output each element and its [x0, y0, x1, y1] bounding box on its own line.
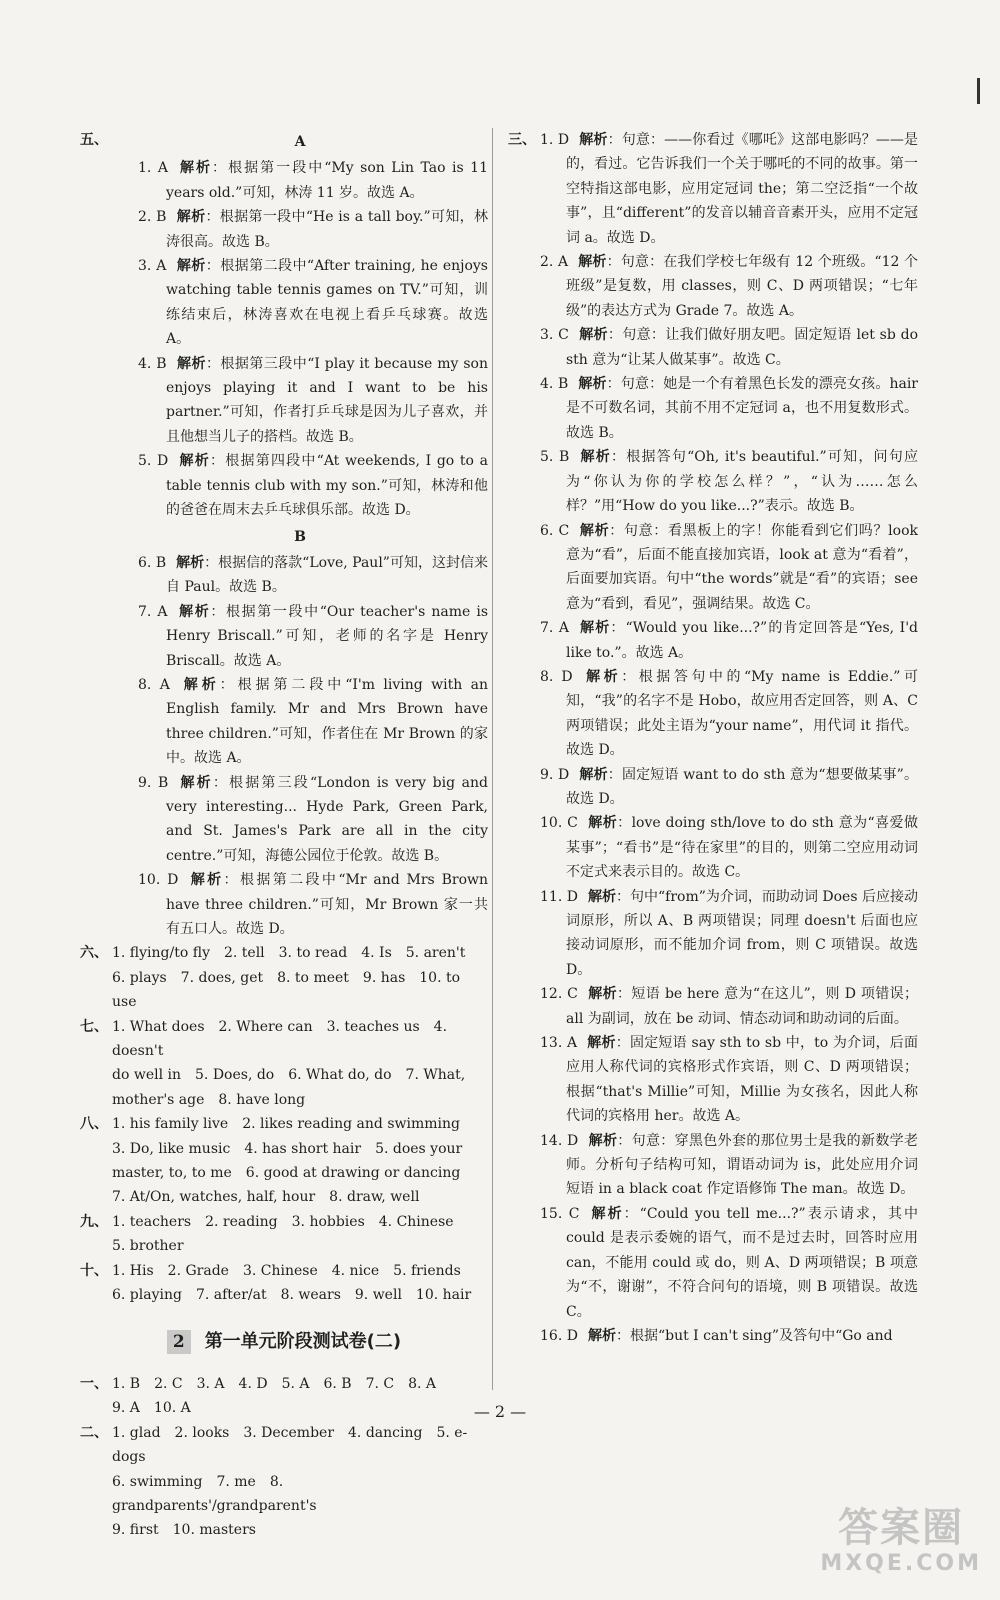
answer-section [80, 941, 488, 1014]
analysis-tag: 解析 [578, 376, 607, 393]
edge-mark [977, 78, 980, 104]
answer-item [112, 551, 488, 600]
answer-row: 1. flying/to fly 2. tell 3. to read 4. Is 5. aren't [112, 945, 466, 962]
analysis-text: ：短语 be here 意为“在这儿”，则 D 项错误；all 为副词，放在 be 动词、情态动词和助动词的后面。 [566, 986, 918, 1027]
analysis-tag: 解析 [579, 132, 608, 148]
answer-item [540, 885, 918, 983]
analysis-text: ：句意：她是一个有着黑色长发的漂亮女孩。hair 是不可数名词，其前不用不定冠词 a，也不用复数形式。故选 B。 [566, 376, 918, 441]
answer-number: 1. D [540, 132, 570, 148]
analysis-tag: 解析 [587, 1327, 616, 1344]
section-3-items [540, 128, 918, 1348]
analysis-tag: 解析 [578, 254, 607, 271]
section-label: 九、 [80, 1213, 108, 1230]
analysis-tag: 解析 [177, 160, 213, 177]
answer-item [112, 205, 488, 254]
answer-row: 6. plays 7. does, get 8. to meet 9. has 10. to use [112, 969, 461, 1011]
analysis-text: ：love doing sth/love to do sth 意为“喜爱做某事”；“看书”是“待在家里”的目的，则第二空应用动词不定式来表示目的。故选 C。 [566, 815, 918, 881]
answer-item [112, 673, 488, 771]
analysis-text: ：根据第四段中“At weekends, I go to a table tennis club with my son.”可知，林涛和他的爸爸在周末去乒乓球俱乐部。故选 D。 [166, 453, 489, 519]
answer-item [540, 982, 918, 1031]
answer-item [540, 665, 918, 763]
answer-row: 1. his family live 2. likes reading and swimming [112, 1116, 460, 1133]
answer-item [112, 600, 488, 673]
answer-number: 3. A [138, 258, 167, 275]
subsection-b-heading: B [294, 528, 306, 545]
analysis-text: ：根据答句“Oh, it's beautiful.”可知，问句应为“你认为你的学校怎么样？”，“认为……怎么样？”用“How do you like...?”表示。故选 B。 [566, 449, 919, 515]
analysis-tag: 解析 [588, 1132, 618, 1149]
subsection-a-heading: A [294, 134, 306, 150]
answer-item [540, 1129, 918, 1202]
analysis-tag: 解析 [587, 815, 618, 832]
answer-item [540, 519, 918, 617]
section-5 [80, 128, 488, 941]
answer-number: 11. D [540, 888, 578, 905]
unit-number: 2 [167, 1330, 191, 1354]
analysis-text: ：根据第二段中“I'm living with an English family. Mr and Mrs Brown have three children.”可知，作者住在 Mr Brown 的家中。故选 A。 [166, 676, 488, 767]
section-label: 六、 [80, 945, 108, 962]
analysis-text: ：根据第一段中“He is a tall boy.”可知，林涛很高。故选 B。 [166, 209, 488, 250]
answer-item [540, 323, 918, 372]
analysis-tag: 解析 [177, 603, 211, 620]
answer-number: 13. A [540, 1035, 578, 1052]
answer-number: 16. D [540, 1327, 578, 1344]
answer-number: 10. D [138, 872, 179, 889]
answer-section [80, 1210, 488, 1259]
analysis-text: ：根据第三段中“I play it because my son enjoys playing it and I want to be his partner.”可知，作者打乒乓球是因为儿子喜欢，并且他想当儿子的搭档。故选 B。 [166, 355, 488, 445]
answer-number: 1. A [138, 160, 168, 177]
answer-item [540, 811, 918, 884]
analysis-text: ：根据第二段中“After training, he enjoys watching table tennis games on TV.”可知，训练结束后，林涛喜欢在电视上看乒乓球赛。故选 A。 [166, 258, 488, 348]
answer-number: 6. C [540, 522, 570, 539]
answer-number: 8. A [138, 676, 170, 693]
analysis-text: ：句意：看黑板上的字！你能看到它们吗？look 意为“看”，后面不能直接加宾语，look at 意为“看着”，后面要加宾语。句中“the words”就是“看”的宾语；see 意为“看到，看见”，强调结果。故选 C。 [566, 522, 918, 612]
unit-title: 第一单元阶段测试卷(二) [204, 1330, 402, 1352]
answer-item [540, 1031, 918, 1129]
answer-row: 9. first 10. masters [112, 1522, 256, 1539]
answer-number: 9. B [138, 774, 169, 791]
answer-section [80, 1015, 488, 1113]
answer-number: 7. A [540, 620, 570, 637]
analysis-text: ：固定短语 want to do sth 意为“想要做某事”。故选 D。 [566, 766, 918, 807]
analysis-tag: 解析 [587, 986, 617, 1003]
section-label: 八、 [80, 1116, 108, 1133]
answer-row: 1. B 2. C 3. A 4. D 5. A 6. B 7. C 8. A [112, 1375, 437, 1392]
answer-number: 10. C [540, 815, 578, 832]
answer-number: 4. B [138, 355, 167, 372]
analysis-tag: 解析 [579, 522, 610, 539]
unit-answer-sections [80, 1372, 488, 1543]
analysis-text: ：根据“but I can't sing”及答句中“Go and [615, 1327, 893, 1344]
answer-section [80, 1421, 488, 1543]
analysis-tag: 解析 [176, 554, 205, 571]
answer-item [112, 352, 488, 450]
analysis-tag: 解析 [579, 449, 611, 466]
answer-row: 7. At/On, watches, half, hour 8. draw, well [112, 1189, 420, 1206]
analysis-text: ：句意：穿黑色外套的那位男士是我的新数学老师。分析句子结构可知，谓语动词为 is，此处应用介词短语 in a black coat 作定语修饰 The man。故选 D。 [566, 1132, 919, 1198]
left-column [80, 128, 488, 1543]
answer-row: 1. teachers 2. reading 3. hobbies 4. Chinese [112, 1213, 454, 1230]
section-3 [508, 128, 918, 1348]
watermark-cn: 答案圈 [838, 1505, 965, 1551]
analysis-text: ：句意：在我们学校七年级有 12 个班级。“12 个班级”是复数，用 classes，则 C、D 两项错误；“七年级”的表达方式为 Grade 7。故选 A。 [566, 254, 919, 319]
answer-row: 6. playing 7. after/at 8. wears 9. well 10. hair [112, 1287, 472, 1304]
analysis-text: ：根据第一段中“Our teacher's name is Henry Briscall.”可知，老师的名字是 Henry Briscall。故选 A。 [166, 603, 489, 669]
analysis-text: ：固定短语 say sth to sb 中，to 为介词，后面应用人称代词的宾格形式作宾语，则 C、D 两项错误；根据“that's Millie”可知，Millie 为女孩名，因此人称代词的宾格用 her。故选 A。 [566, 1035, 919, 1125]
analysis-tag: 解析 [589, 1205, 624, 1222]
analysis-text: ：句意：让我们做好朋友吧。固定短语 let sb do sth 意为“让某人做某事”。故选 C。 [566, 327, 919, 368]
analysis-tag: 解析 [582, 668, 622, 685]
analysis-tag: 解析 [176, 209, 206, 226]
answer-number: 7. A [138, 603, 168, 620]
section-label: 十、 [80, 1262, 108, 1279]
answer-number: 15. C [540, 1205, 580, 1222]
subsection-b-items [112, 551, 488, 942]
answer-number: 14. D [540, 1132, 579, 1149]
analysis-tag: 解析 [579, 766, 608, 783]
answer-item [112, 254, 488, 352]
answer-row: 3. Do, like music 4. has short hair 5. does your [112, 1140, 463, 1157]
answer-number: 9. D [540, 766, 570, 783]
section-label: 三、 [508, 132, 536, 148]
answer-item [112, 449, 488, 522]
analysis-text: ：“Could you tell me...?”表示请求，其中 could 是表示委婉的语气，而不是过去时，回答时应用 can，不能用 could 或 do，则 A、D 两项错误；B 项意为“不，谢谢”，不符合问句的语境，则 B 项错误。故选 C。 [566, 1205, 919, 1320]
answer-item [540, 616, 918, 665]
answer-item [540, 250, 918, 323]
section-label: 二、 [80, 1424, 108, 1441]
analysis-text: ：根据答句中的“My name is Eddie.”可知，“我”的名字不是 Hobo，故应用否定回答，则 A、C 两项错误；此处主语为“your name”，用代词 it 指代。故选 D。 [566, 668, 918, 759]
answer-row: do well in 5. Does, do 6. What do, do 7. What, [112, 1067, 466, 1084]
analysis-text: ：根据信的落款“Love, Paul”可知，这封信来自 Paul。故选 B。 [166, 554, 488, 596]
unit-heading [80, 1330, 488, 1354]
answer-number: 2. A [540, 254, 569, 271]
answer-row: 5. brother [112, 1238, 184, 1255]
answer-item [540, 763, 918, 812]
column-divider [492, 128, 493, 1390]
analysis-tag: 解析 [179, 676, 220, 693]
watermark-en: MXQE.COM [820, 1551, 982, 1576]
analysis-tag: 解析 [587, 1035, 616, 1052]
analysis-text: ：根据第三段“London is very big and very interesting... Hyde Park, Green Park, and St. James's Park are all in the city centre.”可知，海德公园位于伦敦。故选 B。 [166, 774, 488, 864]
answer-item [112, 868, 488, 941]
page-number: — 2 — [473, 1402, 527, 1421]
analysis-text: ：句中“from”为介词，而助动词 Does 后应接动词原形，所以 A、B 两项错误；同理 doesn't 后面也应接动词原形，而不能加介词 from，则 C 项错误。故选 D。 [566, 888, 919, 978]
answer-number: 12. C [540, 986, 578, 1003]
answer-section [80, 1259, 488, 1308]
section-label: 一、 [80, 1375, 108, 1392]
answer-row: mother's age 8. have long [112, 1091, 306, 1108]
answer-number: 6. B [138, 554, 167, 571]
answer-number: 5. D [138, 453, 169, 470]
analysis-tag: 解析 [178, 774, 213, 791]
answer-item [540, 128, 918, 250]
answer-item [540, 1202, 918, 1324]
answer-item [540, 1324, 918, 1348]
answer-number: 4. B [540, 376, 569, 393]
analysis-tag: 解析 [188, 872, 224, 889]
subsection-a-items [112, 156, 488, 522]
right-column [508, 128, 918, 1348]
answer-row: 1. His 2. Grade 3. Chinese 4. nice 5. friends [112, 1262, 461, 1279]
answer-number: 3. C [540, 327, 569, 344]
answer-section [80, 1112, 488, 1210]
answer-item [540, 445, 918, 518]
answer-row: 9. A 10. A [112, 1400, 191, 1417]
analysis-tag: 解析 [176, 355, 206, 372]
answer-row: 6. swimming 7. me 8. grandparents'/grandparent's [112, 1473, 317, 1514]
answer-item [540, 372, 918, 445]
answer-item [112, 771, 488, 869]
answer-number: 8. D [540, 668, 573, 685]
fill-in-sections [80, 941, 488, 1307]
watermark-logo [820, 1505, 982, 1576]
analysis-text: ：根据第二段中“Mr and Mrs Brown have three children.”可知，Mr Brown 家一共有五口人。故选 D。 [166, 872, 489, 937]
analysis-tag: 解析 [578, 327, 608, 344]
analysis-text: ：句意：——你看过《哪吒》这部电影吗？——是的，看过。它告诉我们一个关于哪吒的不同的故事。第一空特指这部电影，应用定冠词 the；第二空泛指“一个故事”，且“different”的发音以辅音音素开头，应用不定冠词 a。故选 D。 [566, 132, 919, 246]
section-label: 五、 [80, 132, 108, 148]
answer-number: 2. B [138, 209, 167, 226]
analysis-tag: 解析 [579, 620, 611, 637]
analysis-text: ：根据第一段中“My son Lin Tao is 11 years old.”可知，林涛 11 岁。故选 A。 [166, 160, 488, 201]
answer-item [112, 156, 488, 205]
answer-row: 1. glad 2. looks 3. December 4. dancing 5. e-dogs [112, 1424, 468, 1466]
analysis-tag: 解析 [176, 258, 206, 275]
analysis-text: ：“Would you like...?”的肯定回答是“Yes, I'd like to.”。故选 A。 [566, 620, 919, 661]
answer-row: 1. What does 2. Where can 3. teaches us 4. doesn't [112, 1018, 448, 1060]
answer-number: 5. B [540, 449, 570, 466]
analysis-tag: 解析 [178, 453, 210, 470]
answer-row: master, to, to me 6. good at drawing or dancing [112, 1165, 461, 1182]
section-label: 七、 [80, 1018, 108, 1035]
analysis-tag: 解析 [587, 888, 616, 905]
